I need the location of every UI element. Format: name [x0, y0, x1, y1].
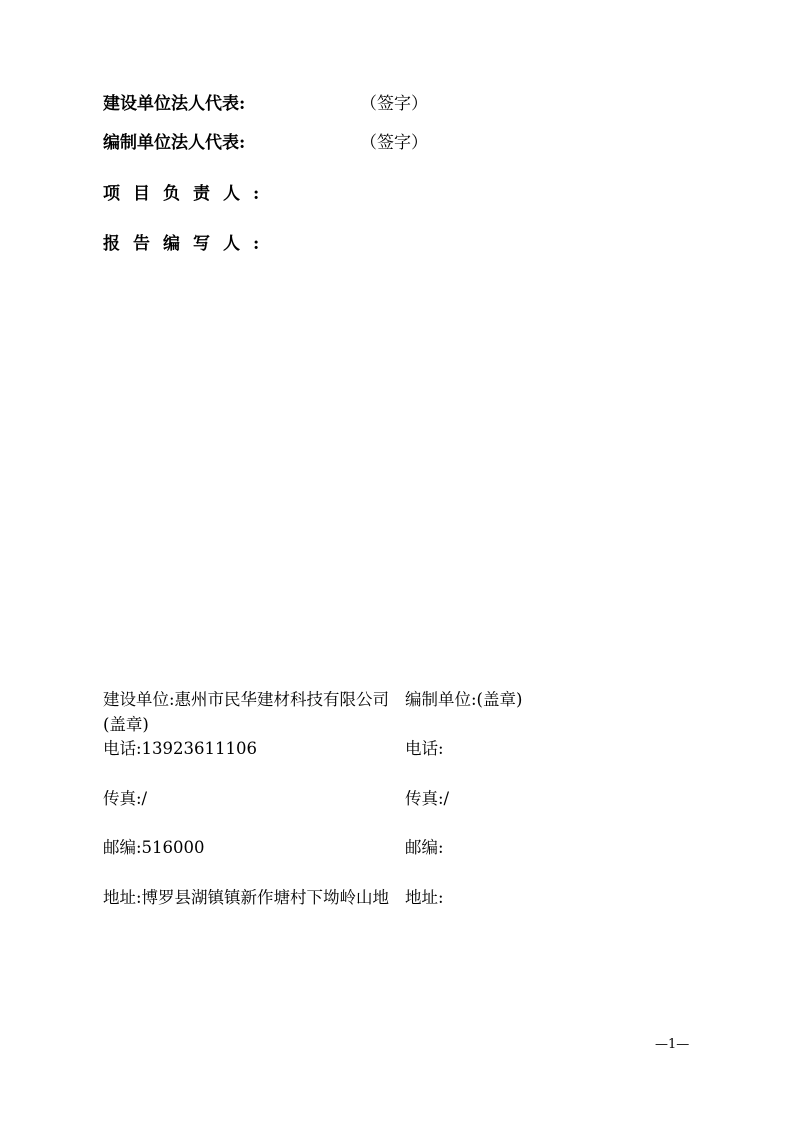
page-number: —1— [655, 1037, 690, 1052]
compiling-unit-phone: 电话: [405, 739, 444, 758]
compiling-unit-name: 编制单位:(盖章) [405, 690, 523, 709]
compiling-unit-address: 地址: [405, 888, 444, 907]
construction-rep-label: 建设单位法人代表: [103, 94, 246, 114]
compiler-rep-label: 编制单位法人代表: [103, 133, 246, 153]
compiling-unit-fax: 传真:/ [405, 789, 450, 808]
construction-unit-address: 地址:博罗县湖镇镇新作塘村下坳岭山地 [103, 888, 390, 907]
construction-rep-sign: （签字） [360, 94, 428, 114]
compiler-rep-sign: （签字） [360, 133, 428, 153]
construction-unit-postcode: 邮编:516000 [103, 838, 205, 857]
report-writer-label: 报告编写人: [103, 234, 273, 254]
construction-unit-phone: 电话:13923611106 [103, 739, 258, 758]
project-leader-label: 项目负责人: [103, 184, 273, 204]
compiling-unit-postcode: 邮编: [405, 838, 444, 857]
construction-unit-name: 建设单位:惠州市民华建材科技有限公司(盖章) [103, 690, 390, 734]
construction-unit-fax: 传真:/ [103, 789, 148, 808]
